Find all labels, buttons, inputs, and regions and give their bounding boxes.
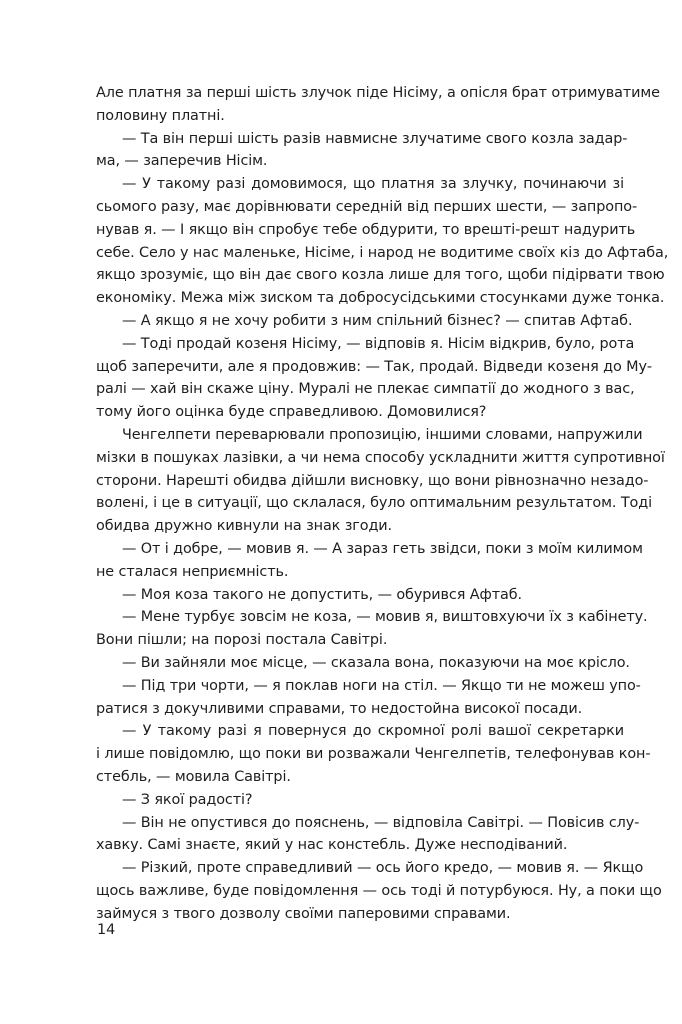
text-line: і лише повідомлю, що поки ви розважали Ченгелпетів, телефонував кон- [96, 746, 651, 763]
text-line: Ченгелпети переварювали пропозицію, іншими словами, напружили [122, 426, 643, 443]
paragraph [96, 424, 665, 538]
text-line: хавку. Самі знаєте, який у нас констебль. Дуже несподіваний. [96, 837, 568, 854]
text-line: мізки в пошуках лазівки, а чи нема способу ускладнити життя супротивної [96, 449, 665, 466]
text-line: — Він не опустився до пояснень, — відповіла Савітрі. — Повісив слу- [122, 814, 640, 831]
text-line: сьомого разу, має дорівнювати середній від перших шести, — запропо- [96, 198, 638, 215]
text-line: — У такому разі я повернуся до скромної ролі вашої секретарки [122, 723, 624, 740]
text-line: — Мене турбує зовсім не коза, — мовив я, виштовхуючи їх з кабінету. [122, 609, 648, 626]
text-line: не сталася неприємність. [96, 563, 289, 580]
text-line: — Тоді продай козеня Нісіму, — відповів я. Нісім відкрив, було, рота [122, 335, 635, 352]
text-line: — Моя коза такого не допустить, — обурився Афтаб. [122, 586, 522, 603]
paragraph [96, 857, 662, 925]
text-line: — Різкий, проте справедливий — ось його кредо, — мовив я. — Якщо [122, 860, 644, 877]
text-line: ралі — хай він скаже ціну. Муралі не плекає симпатії до жодного з вас, [96, 381, 635, 398]
text-line: ратися з докучливими справами, то недостойна високої посади. [96, 700, 583, 717]
text-line: Але платня за перші шість злучок піде Нісіму, а опісля брат отримуватиме [96, 85, 660, 101]
text-line: щось важливе, буде повідомлення — ось тоді й потурбуюся. Ну, а поки що [96, 882, 662, 899]
text-line: — Та він перші шість разів навмисне злучатиме свого козла задар- [122, 130, 628, 147]
text-line: ма, — заперечив Нісім. [96, 153, 268, 170]
text-line: — А якщо я не хочу робити з ним спільний бізнес? — спитав Афтаб. [122, 312, 633, 329]
paragraph [96, 173, 669, 310]
paragraph [96, 675, 641, 721]
text-line: — Під три чорти, — я поклав ноги на стіл. — Якщо ти не можеш упо- [122, 677, 641, 694]
paragraph [96, 82, 660, 128]
paragraph [96, 584, 624, 607]
paragraph [96, 789, 624, 812]
paragraph [96, 720, 651, 788]
paragraph [96, 812, 640, 858]
text-line: тому його оцінка буде справедливою. Домовилися? [96, 404, 487, 421]
text-line: Вони пішли; на порозі постала Савітрі. [96, 632, 388, 649]
text-line: стебль, — мовила Савітрі. [96, 768, 291, 785]
paragraph [96, 538, 643, 584]
text-line: займуся з твого дозволу своїми паперовими справами. [96, 905, 511, 922]
text-line: волені, і це в ситуації, що склалася, було оптимальним результатом. Тоді [96, 495, 652, 512]
page-number: 14 [97, 922, 116, 938]
text-line: — У такому разі домовимося, що платня за злучку, починаючи зі [122, 176, 624, 193]
paragraph [96, 310, 633, 333]
paragraph [96, 652, 630, 675]
text-line: — От і добре, — мовив я. — А зараз геть звідси, поки з моїм килимом [122, 540, 643, 557]
text-line: — Ви зайняли моє місце, — сказала вона, показуючи на моє крісло. [122, 654, 630, 671]
text-line: — З якої радості? [122, 791, 253, 808]
text-line: сторони. Нарешті обидва дійшли висновку, що вони рівнозначно незадо- [96, 472, 649, 489]
text-line: половину платні. [96, 107, 225, 124]
text-line: якщо зрозуміє, що він дає свого козла лише для того, щоби підірвати твою [96, 267, 665, 284]
text-line: економіку. Межа між зиском та добросусідськими стосунками дуже тонка. [96, 290, 665, 307]
text-line: обидва дружно кивнули на знак згоди. [96, 518, 393, 535]
paragraph [96, 606, 648, 652]
paragraph [96, 333, 653, 424]
text-line: нував я. — І якщо він спробує тебе обдурити, то врешті-решт надурить [96, 221, 636, 238]
text-line: щоб заперечити, але я продовжив: — Так, продай. Відведи козеня до Му- [96, 358, 653, 375]
body-text [96, 82, 669, 925]
text-line: себе. Село у нас маленьке, Нісіме, і народ не водитиме своїх кіз до Афтаба, [96, 244, 669, 261]
paragraph [96, 128, 628, 174]
